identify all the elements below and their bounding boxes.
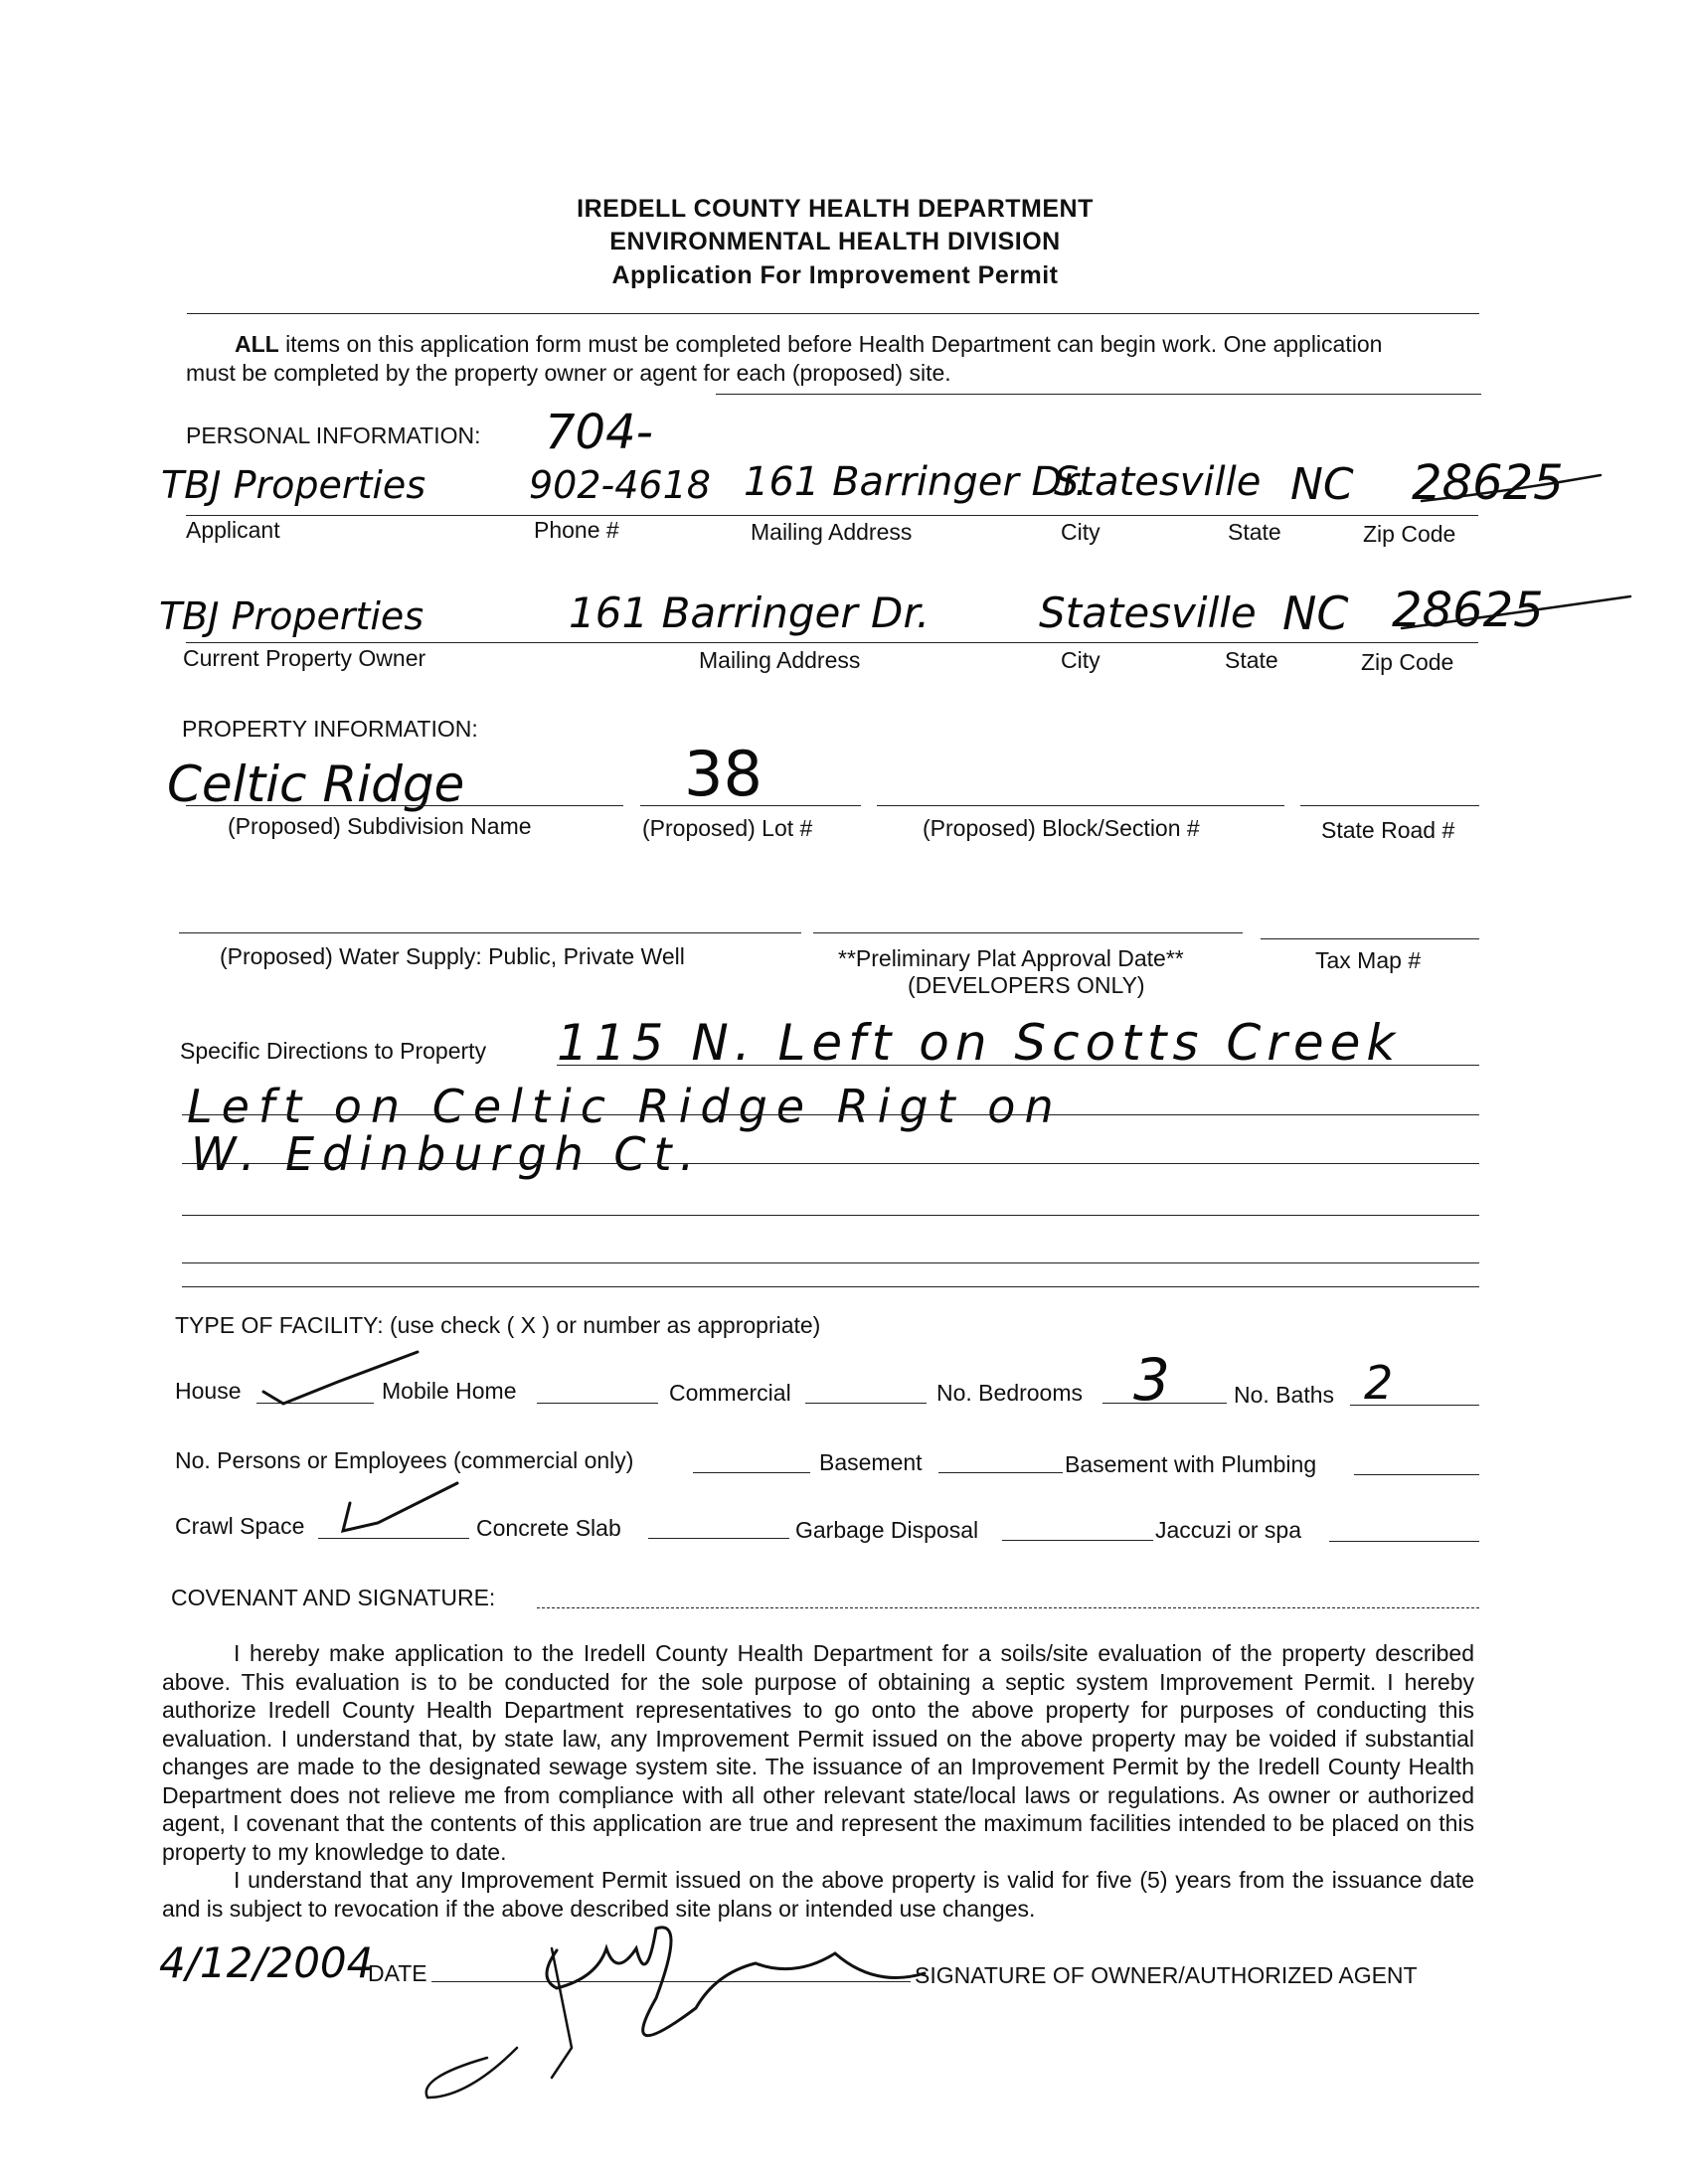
owner-label: Current Property Owner bbox=[183, 645, 426, 671]
owner-zip-flourish bbox=[1402, 596, 1630, 628]
facility-heading: TYPE OF FACILITY: (use check ( X ) or number as appropriate) bbox=[175, 1312, 821, 1338]
commercial-label: Commercial bbox=[669, 1380, 791, 1406]
owner-field[interactable]: TBJ Properties bbox=[159, 594, 424, 638]
header-division: ENVIRONMENTAL HEALTH DIVISION bbox=[609, 228, 1061, 255]
block-label: (Proposed) Block/Section # bbox=[923, 815, 1200, 841]
applicant-city-field[interactable]: Statesville bbox=[1054, 459, 1262, 505]
phone-field[interactable]: 902-4618 bbox=[529, 463, 711, 507]
developers-only-label: (DEVELOPERS ONLY) bbox=[908, 972, 1145, 998]
applicant-zip-field[interactable]: 28625 bbox=[1412, 455, 1564, 511]
zip-flourish bbox=[1422, 475, 1601, 501]
owner-address-field[interactable]: 161 Barringer Dr. bbox=[569, 588, 931, 637]
signature-stroke bbox=[552, 1948, 572, 2078]
zip-label: Zip Code bbox=[1363, 521, 1456, 547]
intro-text-1: items on this application form must be completed before Health Department can begin work. One application bbox=[285, 331, 1383, 357]
date-field[interactable]: 4/12/2004 bbox=[159, 1938, 374, 1987]
covenant-paragraph-1: I hereby make application to the Iredell County Health Department for a soils/site evaluation of the property described above. This evaluation is to be conducted for the sole purpose of obtaining a septic system Improvement Permit. I hereby authorize Iredell County Health Department representatives to go onto the above property for purposes of conducting this evaluation. I understand that, by state law, any Improvement Permit issued on the above property may be voided if substantial changes are made to the designated sewage system site. The issuance of an Improvement Permit by the Iredell County Health Department does not relieve me from compliance with all other relevant state/local laws or regulations. As owner or authorized agent, I covenant that the contents of this application are true and represent the maximum facilities intended to be placed on this property to my knowledge to date. bbox=[162, 1640, 1474, 1865]
applicant-field[interactable]: TBJ Properties bbox=[161, 463, 426, 507]
intro-text-2: must be completed by the property owner or agent for each (proposed) site. bbox=[186, 360, 951, 386]
lot-label: (Proposed) Lot # bbox=[642, 815, 813, 841]
covenant-heading: COVENANT AND SIGNATURE: bbox=[171, 1585, 496, 1610]
owner-zip-label: Zip Code bbox=[1361, 649, 1454, 675]
applicant-address-field[interactable]: 161 Barringer Dr. bbox=[744, 459, 1088, 505]
city-label: City bbox=[1061, 519, 1101, 545]
owner-mailing-label: Mailing Address bbox=[699, 647, 861, 673]
directions-label: Specific Directions to Property bbox=[180, 1038, 487, 1064]
baths-label: No. Baths bbox=[1234, 1382, 1334, 1408]
mailing-address-label: Mailing Address bbox=[751, 519, 913, 545]
date-label: DATE bbox=[368, 1960, 427, 1986]
signature-loop bbox=[426, 2048, 517, 2098]
owner-city-field[interactable]: Statesville bbox=[1039, 588, 1257, 637]
owner-state-label: State bbox=[1225, 647, 1278, 673]
subdivision-label: (Proposed) Subdivision Name bbox=[228, 813, 532, 839]
house-label: House bbox=[175, 1378, 242, 1404]
concrete-slab-label: Concrete Slab bbox=[476, 1515, 621, 1541]
baths-value[interactable]: 2 bbox=[1364, 1356, 1394, 1410]
signature-mark bbox=[547, 1928, 925, 2036]
phone-label: Phone # bbox=[534, 517, 619, 543]
directions-line-3[interactable]: W. Edinburgh Ct. bbox=[191, 1127, 703, 1181]
directions-line-2[interactable]: Left on Celtic Ridge Rigt on bbox=[187, 1080, 1063, 1133]
intro-bold: ALL bbox=[235, 331, 279, 357]
applicant-state-field[interactable]: NC bbox=[1290, 459, 1354, 510]
mobile-home-label: Mobile Home bbox=[382, 1378, 517, 1404]
house-check-mark bbox=[263, 1352, 418, 1404]
owner-city-label: City bbox=[1061, 647, 1101, 673]
signature-label: SIGNATURE OF OWNER/AUTHORIZED AGENT bbox=[915, 1962, 1418, 1988]
bedrooms-value[interactable]: 3 bbox=[1133, 1346, 1170, 1414]
applicant-label: Applicant bbox=[186, 517, 280, 543]
plat-approval-label: **Preliminary Plat Approval Date** bbox=[838, 945, 1184, 971]
road-label: State Road # bbox=[1321, 817, 1455, 843]
persons-label: No. Persons or Employees (commercial only) bbox=[175, 1447, 634, 1473]
header-department: IREDELL COUNTY HEALTH DEPARTMENT bbox=[577, 195, 1094, 223]
directions-line-1[interactable]: 115 N. Left on Scotts Creek bbox=[557, 1014, 1402, 1072]
water-supply-label: (Proposed) Water Supply: Public, Private Well bbox=[220, 943, 685, 969]
lot-field[interactable]: 38 bbox=[684, 738, 762, 810]
personal-heading: PERSONAL INFORMATION: bbox=[186, 422, 481, 448]
owner-state-field[interactable]: NC bbox=[1282, 587, 1349, 640]
owner-zip-field[interactable]: 28625 bbox=[1392, 583, 1544, 638]
tax-map-label: Tax Map # bbox=[1315, 947, 1422, 973]
garbage-disposal-label: Garbage Disposal bbox=[795, 1517, 979, 1543]
covenant-paragraph-2: I understand that any Improvement Permit issued on the above property is valid for five (5) years from the issuance date and is subject to revocation if the above described site plans or intended use changes. bbox=[162, 1867, 1474, 1922]
crawl-space-label: Crawl Space bbox=[175, 1513, 305, 1539]
crawl-space-check-mark bbox=[343, 1483, 457, 1531]
property-heading: PROPERTY INFORMATION: bbox=[182, 716, 478, 742]
header-form-title: Application For Improvement Permit bbox=[611, 261, 1059, 289]
jaccuzi-label: Jaccuzi or spa bbox=[1155, 1517, 1302, 1543]
subdivision-field[interactable]: Celtic Ridge bbox=[167, 756, 465, 813]
basement-label: Basement bbox=[819, 1449, 923, 1475]
basement-plumbing-label: Basement with Plumbing bbox=[1065, 1451, 1317, 1477]
area-code-handwritten[interactable]: 704- bbox=[545, 405, 653, 460]
state-label: State bbox=[1228, 519, 1281, 545]
bedrooms-label: No. Bedrooms bbox=[936, 1380, 1084, 1406]
